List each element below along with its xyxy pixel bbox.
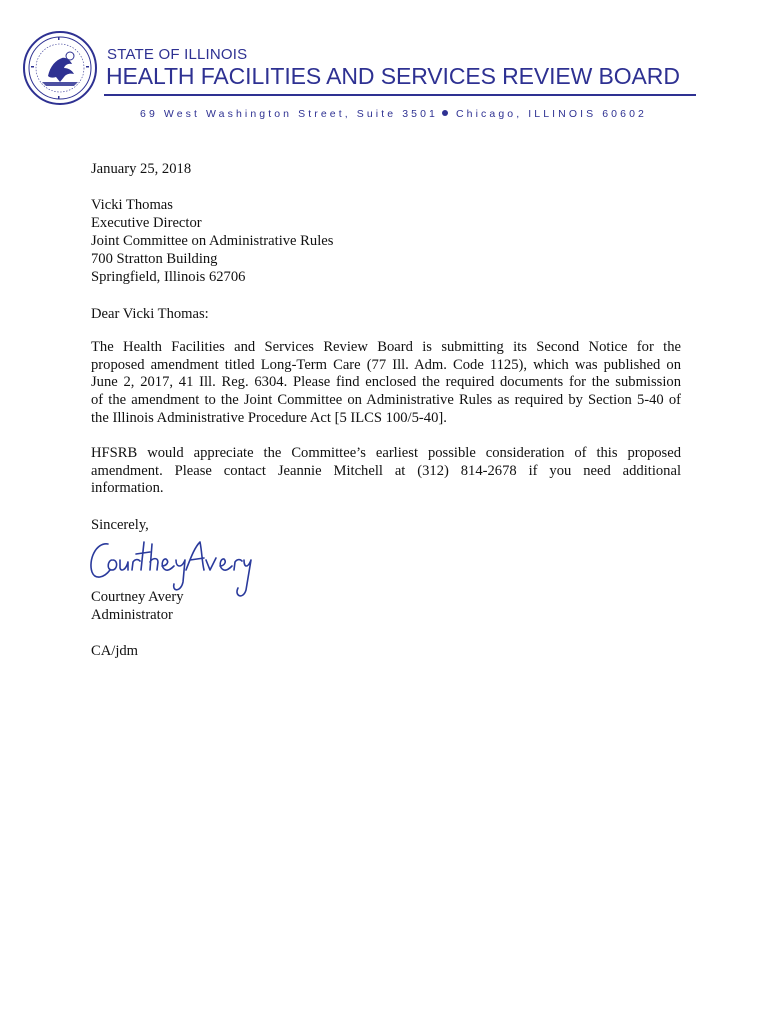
paragraph-line: proposed amendment titled Long-Term Care (77 Ill. Adm. Code 1125), which was published on	[91, 356, 681, 373]
paragraph-line: The Health Facilities and Services Review Board is submitting its Second Notice for the	[91, 339, 681, 355]
bullet-dot-icon	[442, 110, 448, 116]
recipient-organization: Joint Committee on Administrative Rules	[91, 233, 334, 249]
address-street: 69 West Washington Street, Suite 3501	[140, 108, 438, 120]
recipient-title: Executive Director	[91, 215, 202, 231]
letterhead-address	[140, 108, 647, 120]
board-name: HEALTH FACILITIES AND SERVICES REVIEW BOARD	[106, 63, 680, 89]
signer-name: Courtney Avery	[91, 589, 184, 605]
recipient-city: Springfield, Illinois 62706	[91, 269, 246, 285]
body-paragraph-2	[91, 445, 681, 498]
paragraph-line: of the amendment to the Joint Committee on Administrative Rules as required by Section 5-40 of	[91, 392, 681, 409]
paragraph-line: amendment. Please contact Jeannie Mitchell at (312) 814-2678 if you need additional	[91, 462, 681, 479]
letter-date: January 25, 2018	[91, 161, 192, 177]
paragraph-line: information.	[91, 480, 164, 497]
closing: Sincerely,	[91, 517, 149, 533]
salutation: Dear Vicki Thomas:	[91, 306, 209, 322]
paragraph-line: June 2, 2017, 41 Ill. Reg. 6304. Please find enclosed the required documents for the submission	[91, 374, 681, 391]
paragraph-line: the Illinois Administrative Procedure Act [5 ILCS 100/5-40].	[91, 409, 447, 426]
letterhead	[0, 0, 770, 140]
state-seal-icon	[22, 30, 98, 106]
signer-title: Administrator	[91, 607, 173, 623]
recipient-street: 700 Stratton Building	[91, 251, 218, 267]
address-city: Chicago, ILLINOIS 60602	[455, 108, 647, 120]
body-paragraph-1	[91, 339, 681, 428]
paragraph-line: HFSRB would appreciate the Committee’s earliest possible consideration of this proposed	[91, 445, 681, 461]
state-name: STATE OF ILLINOIS	[107, 46, 248, 63]
reference-initials: CA/jdm	[91, 643, 139, 659]
recipient-name: Vicki Thomas	[91, 197, 173, 213]
letterhead-divider	[104, 94, 696, 96]
